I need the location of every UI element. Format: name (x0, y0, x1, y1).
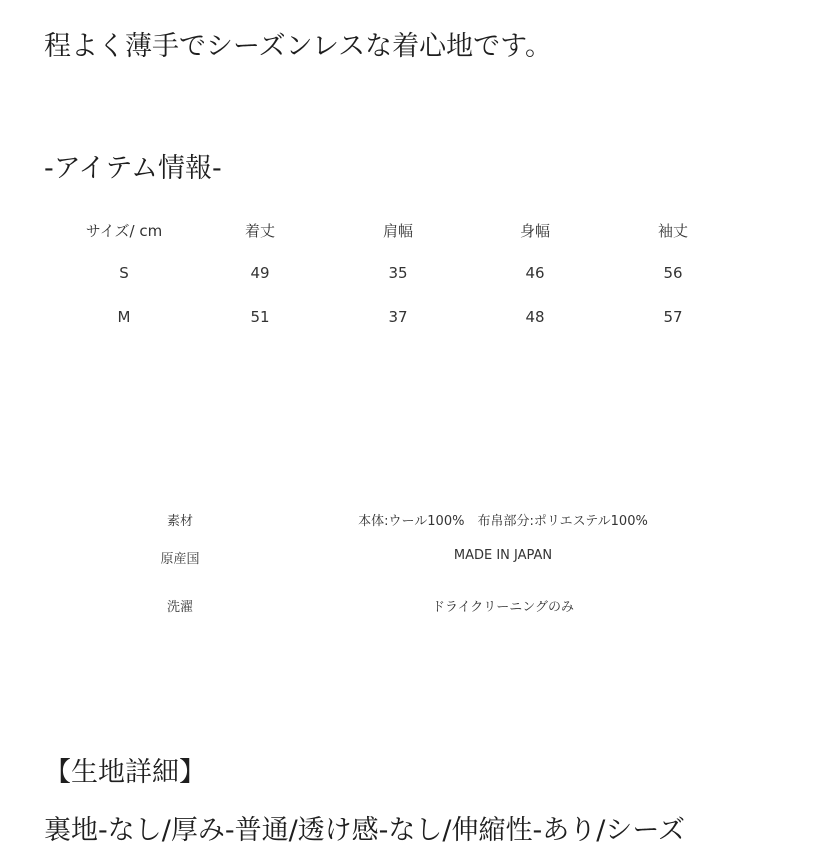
table-row (0, 596, 837, 636)
spec-label-material: 素材 (166, 514, 194, 529)
item-info-heading: -アイテム情報- (44, 153, 222, 184)
size-cell-label: M (117, 308, 131, 326)
table-row (0, 308, 837, 352)
size-cell-shoulder: 37 (388, 308, 408, 326)
fabric-detail-text: 裏地-なし/厚み-普通/透け感-なし/伸縮性-あり/シーズ (44, 815, 686, 846)
spec-value-material: 本体:ウール100% 布帛部分:ポリエステル100% (358, 514, 648, 529)
spec-label-origin: 原産国 (160, 552, 200, 567)
size-cell-width: 46 (525, 264, 545, 282)
size-cell-sleeve: 56 (663, 264, 683, 282)
size-header-width: 身幅 (519, 222, 551, 240)
spec-value-origin: MADE IN JAPAN (453, 548, 553, 563)
size-header-sleeve: 袖丈 (657, 222, 689, 240)
spec-value-washing: ドライクリーニングのみ (431, 600, 575, 615)
size-cell-shoulder: 35 (388, 264, 408, 282)
size-table-header-row (0, 220, 837, 264)
size-cell-label: S (119, 264, 129, 282)
table-row (0, 510, 837, 548)
size-header-length: 着丈 (244, 222, 276, 240)
size-cell-length: 51 (250, 308, 270, 326)
size-cell-width: 48 (525, 308, 545, 326)
spec-table (0, 510, 837, 636)
spec-label-washing: 洗濯 (166, 600, 194, 615)
size-header-size: サイズ/ cm (85, 222, 163, 240)
table-row (0, 264, 837, 308)
size-table (0, 220, 837, 352)
intro-text: 程よく薄手でシーズンレスな着心地です。 (44, 31, 553, 62)
size-cell-length: 49 (250, 264, 270, 282)
size-cell-sleeve: 57 (663, 308, 683, 326)
size-header-shoulder: 肩幅 (382, 222, 414, 240)
table-row (0, 548, 837, 596)
fabric-detail-heading: 【生地詳細】 (44, 757, 206, 788)
